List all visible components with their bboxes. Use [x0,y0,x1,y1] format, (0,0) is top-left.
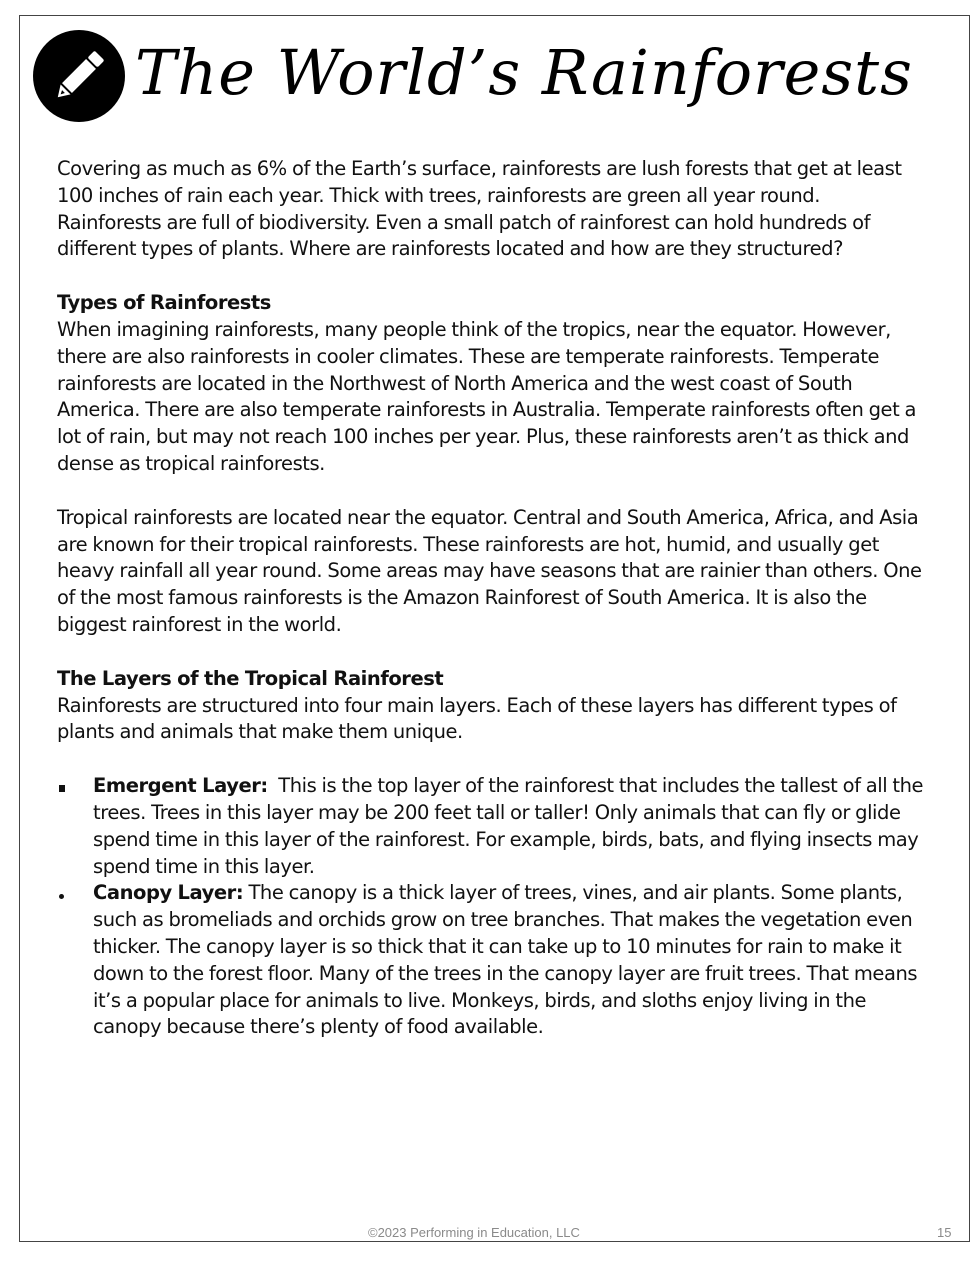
page-title: The World’s Rainforests [135,36,913,109]
bullet-text: This is the top layer of the rainforest that includes the tallest of all the trees. Trees in this layer may be 200 feet tall or taller! Only animals that can fly or glide spend time in this layer of the rainforest. For example, birds, bats, and flying insects may spend time in this layer. [93,774,924,878]
page-number: 15 [937,1225,952,1240]
list-item-emergent [57,773,927,880]
bullet-term: Canopy Layer: [93,881,244,905]
dot-bullet-icon [57,880,71,907]
page-header [33,26,913,126]
section-heading-types: Types of Rainforests [57,291,271,315]
bullet-text: The canopy is a thick layer of trees, vines, and air plants. Some plants, such as bromeliads and orchids grow on tree branches. That makes the vegetation even thicker. The canopy layer is so thick that it can take up to 10 minutes for rain to make it down to the forest floor. Many of the trees in the canopy layer are fruit trees. That means it’s a popular place for animals to live. Monkeys, birds, and sloths enjoy living in the canopy because there’s plenty of food available. [93,881,918,1039]
paragraph-temperate: When imagining rainforests, many people think of the tropics, near the equator. However, there are also rainforests in cooler climates. These are temperate rainforests. Temperate rainforests are located in the Northwest of North America and the west coast of South America. There are also temperate rainforests in Australia. Temperate rainforests often get a lot of rain, but may not reach 100 inches per year. Plus, these rainforests aren’t as thick and dense as tropical rainforests. [57,317,917,475]
copyright-text: ©2023 Performing in Education, LLC [368,1225,580,1240]
intro-paragraph: Covering as much as 6% of the Earth’s surface, rainforests are lush forests that get at least 100 inches of rain each year. Thick with trees, rainforests are green all year round. Rainforests are full of biodiversity. Even a small patch of rainforest can hold hundreds of different types of plants. Where are rainforests located and how are they structured? [57,157,902,261]
square-bullet-icon [57,773,71,800]
paragraph-tropical: Tropical rainforests are located near the equator. Central and South America, Africa, and Asia are known for their tropical rainforests. These rainforests are hot, humid, and usually get heavy rainfall all year round. Some areas may have seasons that are rainier than others. One of the most famous rainforests is the Amazon Rainforest of South America. It is also the biggest rainforest in the world. [57,505,922,636]
pencil-icon [33,30,125,122]
list-item-canopy [57,880,927,1041]
document-body [57,156,927,1041]
section-heading-layers: The Layers of the Tropical Rainforest [57,666,444,690]
layers-list [57,773,927,1041]
bullet-term: Emergent Layer: [93,774,268,798]
paragraph-layers-intro: Rainforests are structured into four main layers. Each of these layers has different types of plants and animals that make them unique. [57,693,897,744]
